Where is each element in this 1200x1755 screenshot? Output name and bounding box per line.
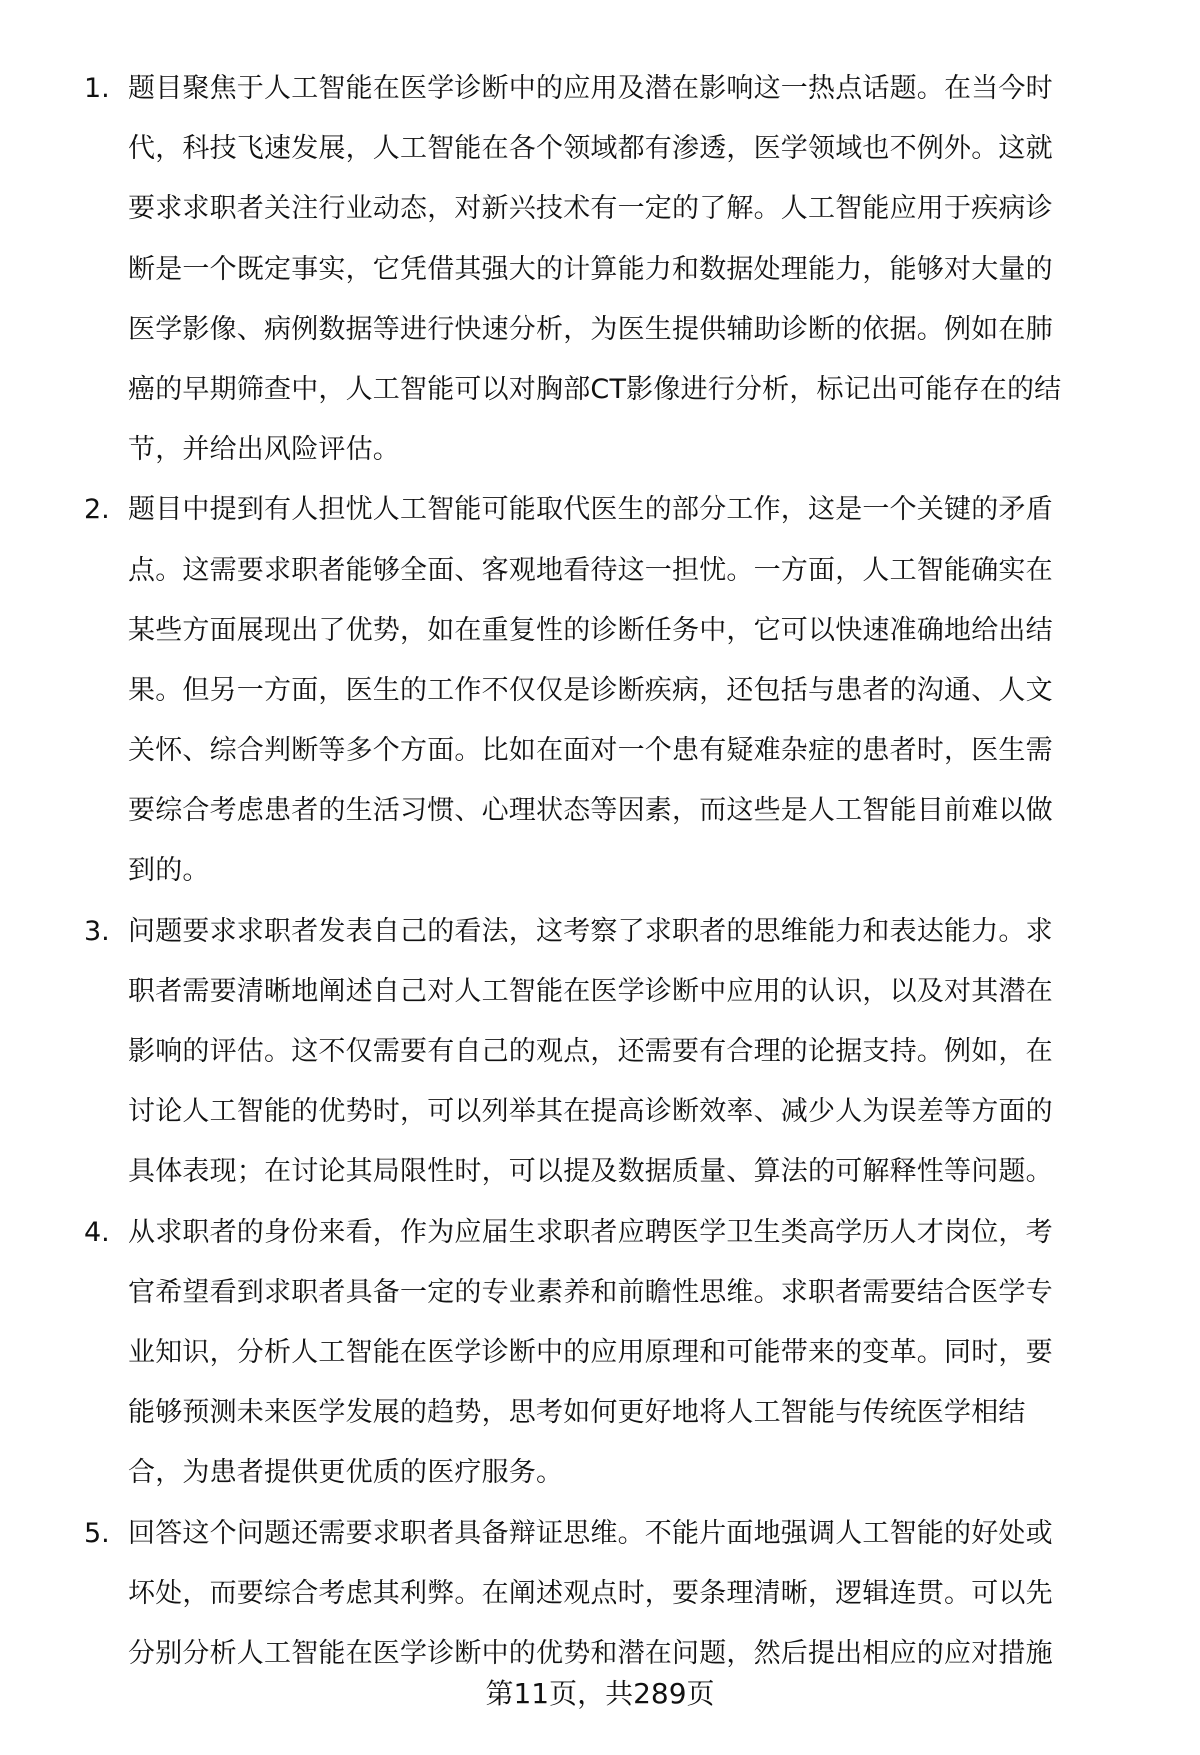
text-line: 合，为患者提供更优质的医疗服务。 <box>128 1457 564 1489</box>
text-line: 代，科技飞速发展，人工智能在各个领域都有渗透，医学领域也不例外。这就 <box>128 133 1053 165</box>
list-number: 2. <box>84 494 110 526</box>
text-line: 果。但另一方面，医生的工作不仅仅是诊断疾病，还包括与患者的沟通、人文 <box>128 674 1053 706</box>
text-line: 题目中提到有人担忧人工智能可能取代医生的部分工作，这是一个关键的矛盾 <box>128 494 1053 526</box>
text-line: 题目聚焦于人工智能在医学诊断中的应用及潜在影响这一热点话题。在当今时 <box>128 73 1053 104</box>
text-line: 关怀、综合判断等多个方面。比如在面对一个患有疑难杂症的患者时，医生需 <box>128 735 1053 767</box>
text-line: 医学影像、病例数据等进行快速分析，为医生提供辅助诊断的依据。例如在肺 <box>128 313 1053 345</box>
text-line: 从求职者的身份来看，作为应届生求职者应聘医学卫生类高学历人才岗位，考 <box>128 1216 1053 1248</box>
text-line: 点。这需要求职者能够全面、客观地看待这一担忧。一方面，人工智能确实在 <box>128 554 1053 586</box>
text-line: 要综合考虑患者的生活习惯、心理状态等因素，而这些是人工智能目前难以做 <box>128 795 1053 827</box>
document-body <box>0 59 1200 1684</box>
list-number: 1. <box>84 73 110 104</box>
text-line: 讨论人工智能的优势时，可以列举其在提高诊断效率、减少人为误差等方面的 <box>128 1096 1053 1128</box>
text-line: 职者需要清晰地阐述自己对人工智能在医学诊断中应用的认识，以及对其潜在 <box>128 975 1053 1007</box>
text-line: 要求求职者关注行业动态，对新兴技术有一定的了解。人工智能应用于疾病诊 <box>128 193 1053 225</box>
list-number: 5. <box>84 1517 110 1549</box>
list-number: 3. <box>84 915 110 947</box>
text-line: 癌的早期筛查中，人工智能可以对胸部CT影像进行分析，标记出可能存在的结 <box>128 373 1062 405</box>
list-item <box>0 902 1200 1203</box>
list-item <box>0 1504 1200 1685</box>
text-line: 业知识，分析人工智能在医学诊断中的应用原理和可能带来的变革。同时，要 <box>128 1336 1053 1368</box>
page-number: 第11页，共289页 <box>485 1677 715 1710</box>
text-line: 能够预测未来医学发展的趋势，思考如何更好地将人工智能与传统医学相结 <box>128 1397 1026 1429</box>
list-item <box>0 59 1200 480</box>
text-line: 官希望看到求职者具备一定的专业素养和前瞻性思维。求职者需要结合医学专 <box>128 1276 1053 1308</box>
list-number: 4. <box>84 1216 110 1248</box>
list-item <box>0 1203 1200 1504</box>
text-line: 某些方面展现出了优势，如在重复性的诊断任务中，它可以快速准确地给出结 <box>128 614 1053 646</box>
text-line: 回答这个问题还需要求职者具备辩证思维。不能片面地强调人工智能的好处或 <box>128 1517 1053 1549</box>
text-line: 具体表现；在讨论其局限性时，可以提及数据质量、算法的可解释性等问题。 <box>128 1156 1053 1188</box>
text-line: 到的。 <box>128 855 210 887</box>
text-line: 节，并给出风险评估。 <box>128 434 400 466</box>
text-line: 坏处，而要综合考虑其利弊。在阐述观点时，要条理清晰，逻辑连贯。可以先 <box>128 1577 1053 1609</box>
text-line: 问题要求求职者发表自己的看法，这考察了求职者的思维能力和表达能力。求 <box>128 915 1053 947</box>
text-line: 分别分析人工智能在医学诊断中的优势和潜在问题，然后提出相应的应对措施 <box>128 1637 1053 1669</box>
list-item <box>0 480 1200 901</box>
text-line: 断是一个既定事实，它凭借其强大的计算能力和数据处理能力，能够对大量的 <box>128 253 1053 285</box>
text-line: 影响的评估。这不仅需要有自己的观点，还需要有合理的论据支持。例如，在 <box>128 1036 1053 1067</box>
